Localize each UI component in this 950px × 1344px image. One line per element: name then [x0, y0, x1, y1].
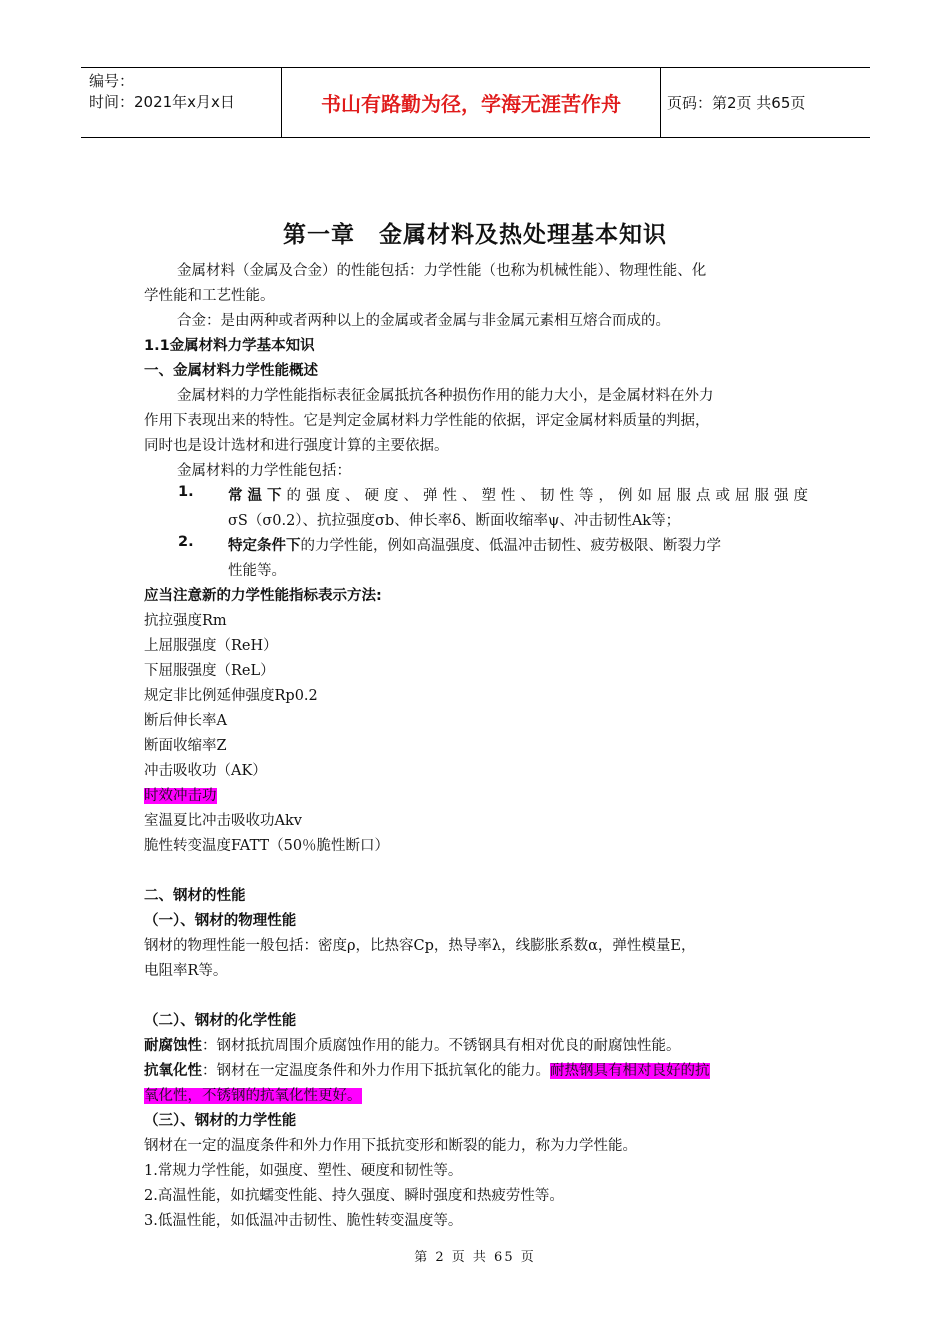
page-footer: 第 2 页 共 65 页 [414, 1250, 536, 1265]
chapter-title: 第一章 金属材料及热处理基本知识 [283, 222, 667, 248]
emphasis-text: 特定条件下 [228, 538, 301, 554]
spacer [144, 984, 808, 1009]
subsection-heading-chemical: （二）、钢材的化学性能 [144, 1013, 297, 1029]
list-item-text: 的强度、硬度、弹性、塑性、韧性等，例如屈服点或屈服强度 [286, 488, 808, 504]
corrosion-text: ：钢材抵抗周围介质腐蚀作用的能力。不锈钢具有相对优良的耐腐蚀性能。 [202, 1038, 681, 1054]
notation-item-highlighted [144, 784, 808, 809]
mechanical-item: 2.高温性能，如抗蠕变性能、持久强度、瞬时强度和热疲劳性等。 [144, 1188, 564, 1204]
mechanical-item: 3.低温性能，如低温冲击韧性、脆性转变温度等。 [144, 1213, 463, 1229]
list-item-line [228, 484, 808, 509]
notation-item: 脆性转变温度FATT（50％脆性断口） [144, 838, 390, 854]
subsection-heading-physical: （一）、钢材的物理性能 [144, 913, 297, 929]
list-item-room-temp [144, 484, 808, 534]
list-number: 1. [178, 484, 194, 500]
new-notation-heading: 应当注意新的力学性能指标表示方法: [144, 588, 382, 604]
physical-line-2: 电阻率R等。 [144, 963, 228, 979]
notation-item: 下屈服强度（ReL） [144, 663, 275, 679]
highlighted-text: 耐热钢具有相对良好的抗 [550, 1063, 710, 1079]
list-item-text: 的力学性能，例如高温强度、低温冲击韧性、疲劳极限、断裂力学 [300, 538, 721, 554]
document-body [144, 259, 808, 1234]
intro-line-2: 学性能和工艺性能。 [144, 288, 275, 304]
subsection-heading-overview: 一、金属材料力学性能概述 [144, 363, 318, 379]
page-info: 页码：第2页 共65页 [667, 94, 806, 112]
physical-line-1: 钢材的物理性能一般包括：密度ρ，比热容Cp，热导率λ，线膨胀系数α，弹性模量E， [144, 938, 696, 954]
spacer [144, 859, 808, 884]
mech-props-intro: 金属材料的力学性能包括： [177, 463, 351, 479]
number-label: 编号： [89, 72, 135, 90]
time-label: 时间：2021年x月x日 [89, 93, 235, 111]
notation-item: 断面收缩率Z [144, 738, 227, 754]
header-left-cell [81, 68, 281, 137]
header-motto-cell [281, 68, 661, 137]
highlighted-text: 时效冲击功 [144, 788, 217, 804]
mechanical-definition: 钢材在一定的温度条件和外力作用下抵抗变形和断裂的能力，称为力学性能。 [144, 1138, 637, 1154]
document-header [81, 67, 870, 138]
notation-item: 室温夏比冲击吸收功Akv [144, 813, 302, 829]
list-item-line-2: 性能等。 [228, 563, 286, 579]
overview-line-1: 金属材料的力学性能指标表征金属抵抗各种损伤作用的能力大小，是金属材料在外力 [177, 388, 714, 404]
intro-line-1: 金属材料（金属及合金）的性能包括：力学性能（也称为机械性能）、物理性能、化 [177, 263, 707, 279]
section-heading-1-1: 1.1金属材料力学基本知识 [144, 338, 315, 354]
list-item-line [228, 534, 808, 559]
list-item-special-conditions [144, 534, 808, 584]
oxidation-text: ：钢材在一定温度条件和外力作用下抵抗氧化的能力。 [202, 1063, 550, 1079]
header-page-cell [659, 68, 870, 137]
emphasis-text: 常温下 [228, 488, 287, 504]
overview-line-3: 同时也是设计选材和进行强度计算的主要依据。 [144, 438, 449, 454]
alloy-definition: 合金：是由两种或者两种以上的金属或者金属与非金属元素相互熔合而成的。 [177, 313, 670, 329]
notation-item: 断后伸长率A [144, 713, 227, 729]
subsection-heading-mechanical: （三）、钢材的力学性能 [144, 1113, 297, 1129]
motto-text: 书山有路勤为径，学海无涯苦作舟 [321, 92, 621, 116]
notation-item: 规定非比例延伸强度Rp0.2 [144, 688, 318, 704]
notation-item: 冲击吸收功（AK） [144, 763, 267, 779]
notation-item: 上屈服强度（ReH） [144, 638, 278, 654]
list-item-line-2: σS（σ0.2）、抗拉强度σb、伸长率δ、断面收缩率ψ、冲击韧性Ak等； [228, 513, 681, 529]
oxidation-label: 抗氧化性 [144, 1063, 202, 1079]
corrosion-label: 耐腐蚀性 [144, 1038, 202, 1054]
section-heading-steel: 二、钢材的性能 [144, 888, 246, 904]
oxidation-line-2 [144, 1084, 808, 1109]
corrosion-line [144, 1034, 808, 1059]
overview-line-2: 作用下表现出来的特性。它是判定金属材料力学性能的依据，评定金属材料质量的判据， [144, 413, 710, 429]
mechanical-item: 1.常规力学性能，如强度、塑性、硬度和韧性等。 [144, 1163, 463, 1179]
list-number: 2. [178, 534, 194, 550]
highlighted-text: 氧化性，不锈钢的抗氧化性更好。 [144, 1088, 362, 1104]
oxidation-line-1 [144, 1059, 808, 1084]
notation-item: 抗拉强度Rm [144, 613, 227, 629]
